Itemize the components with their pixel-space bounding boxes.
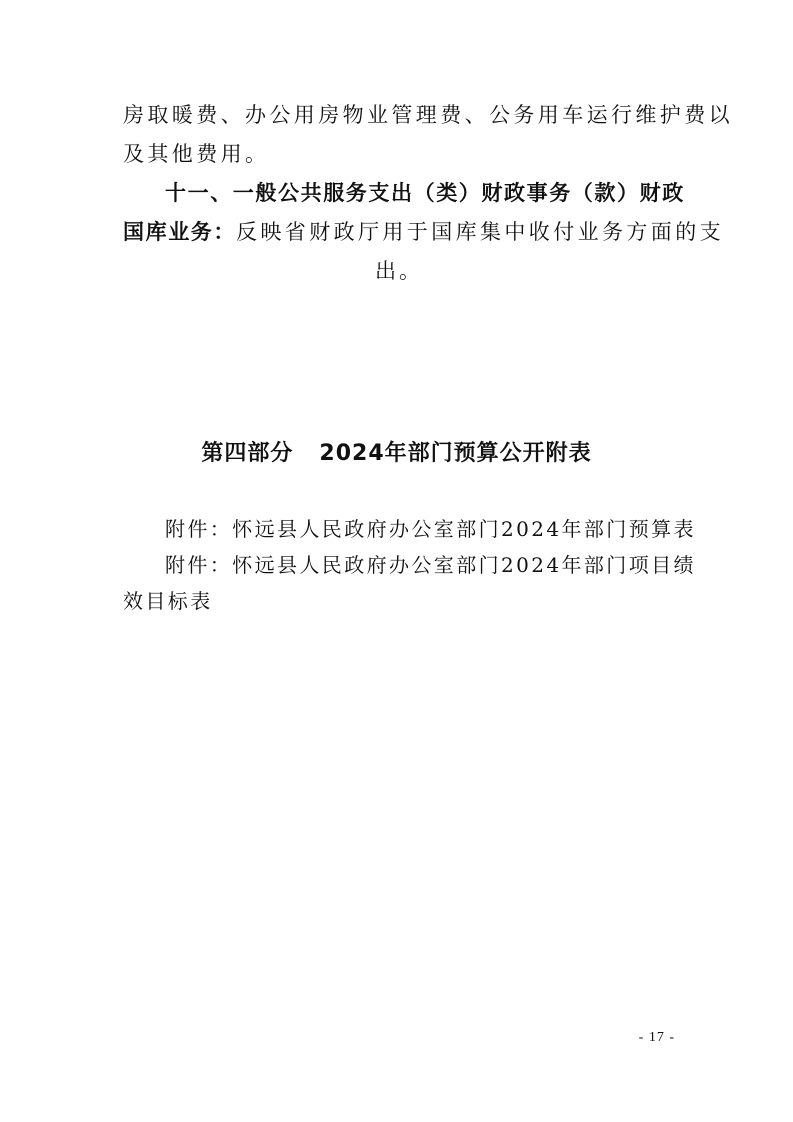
paragraph-line: 房取暖费、办公用房物业管理费、公务用车运行维护费以 [123,103,733,127]
item-description: 反映省财政厅用于国库集中收付业务方面的支 [236,220,724,244]
section-title: 2024年部门预算公开附表 [319,441,592,466]
item-heading-continued: 国库业务： [123,220,236,244]
paragraph-line-last: 出。 [375,259,423,283]
item-heading: 十一、一般公共服务支出（类）财政事务（款）财政 [165,181,685,205]
paragraph-expense-description [123,96,733,174]
page-number: - 17 - [638,1030,675,1045]
section-part-label: 第四部分 [201,441,294,466]
paragraph-line: 及其他费用。 [123,142,270,166]
attachment-item-budget-table: 附件：怀远县人民政府办公室部门2024年部门预算表 [165,517,696,541]
attachment-item-performance-table-continued: 效目标表 [123,589,213,613]
attachment-list [123,511,696,619]
section-heading [0,436,793,467]
attachment-item-performance-table: 附件：怀远县人民政府办公室部门2024年部门项目绩 [165,553,696,577]
paragraph-treasury-business [123,174,724,291]
paragraph-line [123,213,724,252]
